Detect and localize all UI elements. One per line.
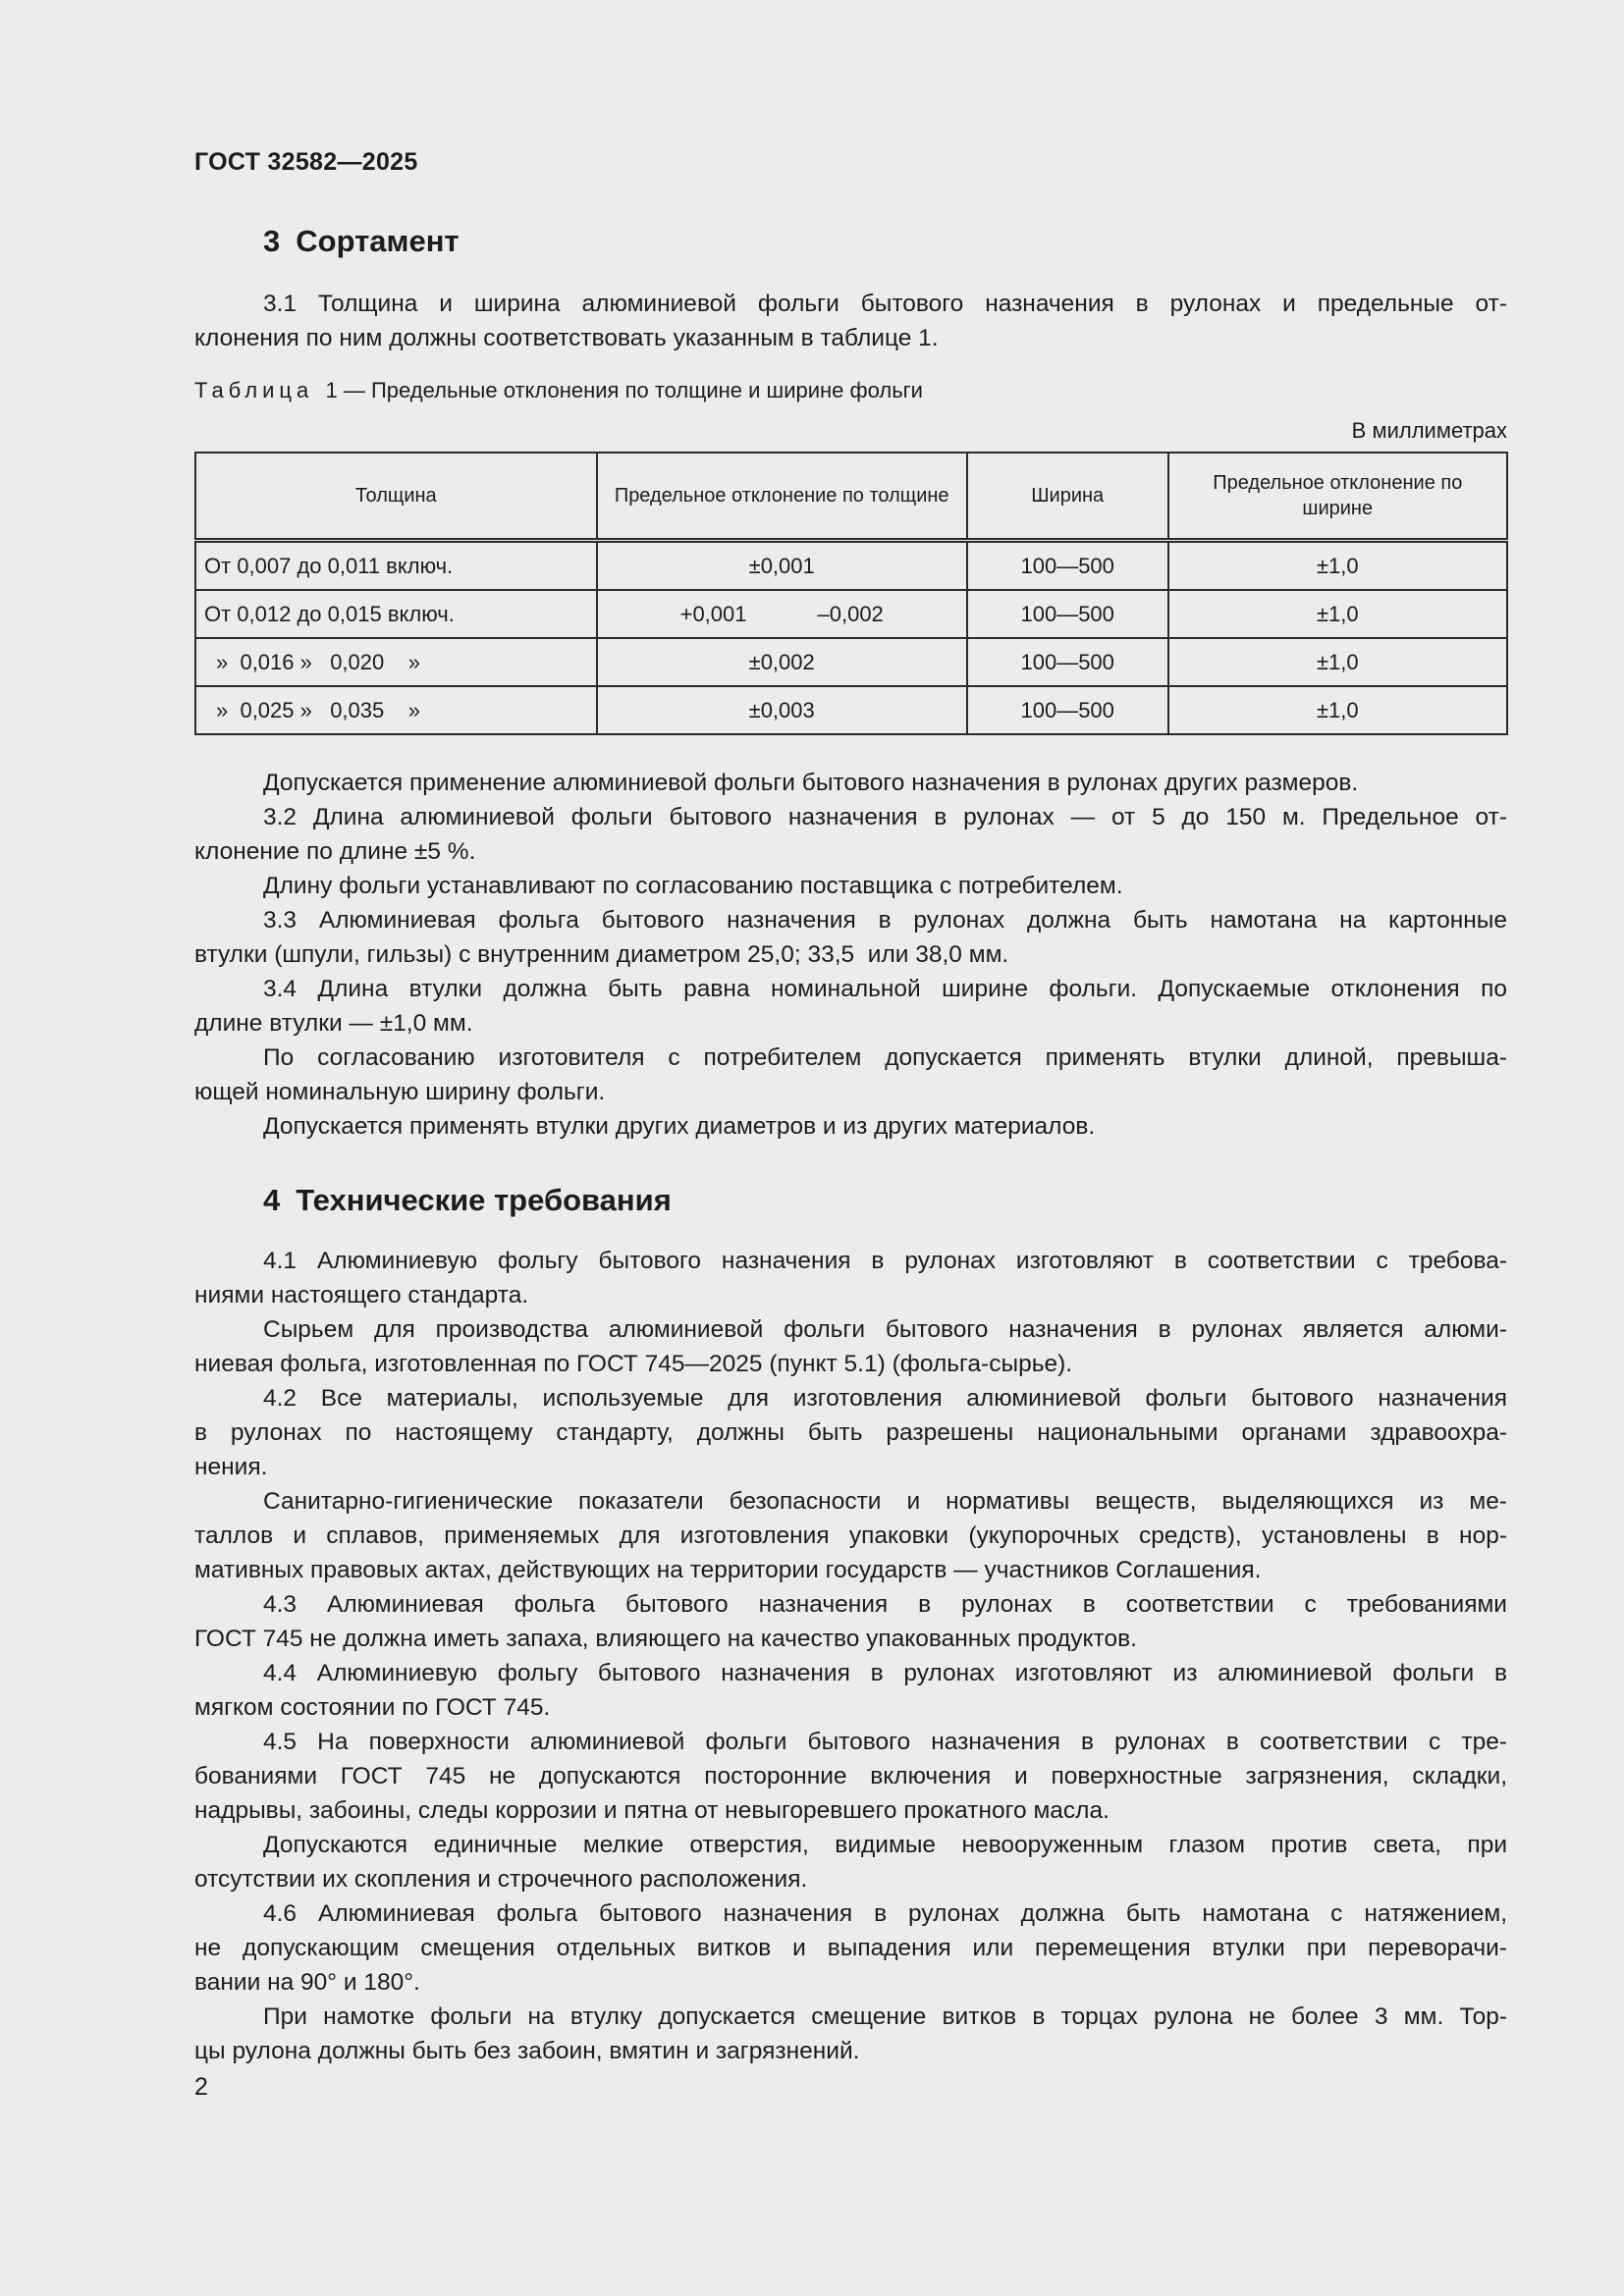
cell-width: 100—500	[967, 638, 1168, 686]
text-line: мативных правовых актах, действующих на территории государств — участников Соглашения.	[194, 1557, 1262, 1583]
text-line: таллов и сплавов, применяемых для изготовления упаковки (укупорочных средств), установлены в нор-	[194, 1522, 1507, 1549]
section-number: 4	[263, 1183, 281, 1217]
header-thickness-deviation: Предельное отклонение по толщине	[597, 453, 967, 541]
header-thickness: Толщина	[195, 453, 597, 541]
text-line: бованиями ГОСТ 745 не допускаются посторонние включения и поверхностные загрязнения, складки,	[194, 1763, 1507, 1789]
section-title: Технические требования	[296, 1183, 672, 1217]
text-line: Допускается применять втулки других диаметров и из других материалов.	[263, 1113, 1096, 1140]
text-line: 3.1 Толщина и ширина алюминиевой фольги бытового назначения в рулонах и предельные от-	[263, 291, 1507, 317]
cell-thickness: » 0,025 » 0,035 »	[195, 686, 597, 734]
text-line: ющей номинальную ширину фольги.	[194, 1079, 606, 1105]
cell-width: 100—500	[967, 590, 1168, 638]
cell-thickness: От 0,012 до 0,015 включ.	[195, 590, 597, 638]
text-line: ниевая фольга, изготовленная по ГОСТ 745—2025 (пункт 5.1) (фольга-сырье).	[194, 1351, 1073, 1377]
text-line: 3.2 Длина алюминиевой фольги бытового назначения в рулонах — от 5 до 150 м. Предельное от-	[263, 804, 1507, 830]
text-line: нения.	[194, 1454, 268, 1480]
text-line: 3.3 Алюминиевая фольга бытового назначения в рулонах должна быть намотана на картонные	[263, 907, 1507, 934]
text-line: Допускается применение алюминиевой фольги бытового назначения в рулонах других размеров.	[263, 770, 1359, 796]
cell-thickness-deviation	[597, 590, 967, 638]
text-line: Допускаются единичные мелкие отверстия, видимые невооруженным глазом против света, при	[263, 1832, 1507, 1858]
cell-width: 100—500	[967, 686, 1168, 734]
cell-thickness: От 0,007 до 0,011 включ.	[195, 541, 597, 591]
header-width-deviation: Предельное отклонение по ширине	[1168, 453, 1507, 541]
text-line: Длину фольги устанавливают по согласованию поставщика с потребителем.	[263, 873, 1123, 899]
text-line: длине втулки — ±1,0 мм.	[194, 1010, 473, 1037]
cell-width-deviation: ±1,0	[1168, 541, 1507, 591]
cell-width-deviation: ±1,0	[1168, 590, 1507, 638]
section-3-heading	[263, 224, 460, 259]
text-line: 4.2 Все материалы, используемые для изготовления алюминиевой фольги бытового назначения	[263, 1385, 1507, 1412]
text-line: в рулонах по настоящему стандарту, должны быть разрешены национальными органами здравоохра-	[194, 1419, 1507, 1446]
text-line: не допускающим смещения отдельных витков и выпадения или перемещения втулки при переворачи-	[194, 1935, 1507, 1961]
section-3-body	[194, 766, 1507, 1144]
document-header: ГОСТ 32582—2025	[194, 148, 418, 176]
tolerance-table	[194, 452, 1508, 735]
deviation-minus: –0,002	[817, 601, 884, 626]
text-line: мягком состоянии по ГОСТ 745.	[194, 1694, 551, 1721]
text-line: цы рулона должны быть без забоин, вмятин и загрязнений.	[194, 2038, 860, 2064]
text-line: 4.6 Алюминиевая фольга бытового назначения в рулонах должна быть намотана с натяжением,	[263, 1900, 1507, 1927]
text-line: ниями настоящего стандарта.	[194, 1282, 529, 1308]
table-row	[195, 541, 1507, 591]
text-line: Санитарно-гигиенические показатели безопасности и нормативы веществ, выделяющихся из ме-	[263, 1488, 1507, 1515]
text-line: вании на 90° и 180°.	[194, 1969, 420, 1996]
text-line: отсутствии их скопления и строчечного расположения.	[194, 1866, 808, 1893]
text-line: По согласованию изготовителя с потребителем допускается применять втулки длиной, превыша-	[263, 1044, 1507, 1071]
header-width: Ширина	[967, 453, 1168, 541]
table-row	[195, 638, 1507, 686]
page-number: 2	[194, 2073, 208, 2101]
table-row	[195, 686, 1507, 734]
cell-thickness-deviation: ±0,001	[597, 541, 967, 591]
text-line: 3.4 Длина втулки должна быть равна номинальной ширине фольги. Допускаемые отклонения по	[263, 976, 1507, 1002]
cell-width-deviation: ±1,0	[1168, 638, 1507, 686]
table-caption-word: Таблица	[194, 378, 314, 402]
text-line: втулки (шпули, гильзы) с внутренним диаметром 25,0; 33,5 или 38,0 мм.	[194, 941, 1009, 968]
paragraph-3-1	[194, 287, 1507, 355]
text-line: При намотке фольги на втулку допускается смещение витков в торцах рулона не более 3 мм. Тор-	[263, 2003, 1507, 2030]
cell-thickness: » 0,016 » 0,020 »	[195, 638, 597, 686]
text-line: 4.5 На поверхности алюминиевой фольги бытового назначения в рулонах в соответствии с тре-	[263, 1729, 1507, 1755]
table-caption	[194, 378, 923, 403]
text-line: ГОСТ 745 не должна иметь запаха, влияющего на качество упакованных продуктов.	[194, 1626, 1137, 1652]
text-line: 4.1 Алюминиевую фольгу бытового назначения в рулонах изготовляют в соответствии с требова-	[263, 1248, 1507, 1274]
table-header-row	[195, 453, 1507, 541]
cell-thickness-deviation: ±0,002	[597, 638, 967, 686]
text-line: Сырьем для производства алюминиевой фольги бытового назначения в рулонах является алюми-	[263, 1316, 1507, 1343]
text-line: клонения по ним должны соответствовать указанным в таблице 1.	[194, 325, 939, 351]
text-line: надрывы, забоины, следы коррозии и пятна от невыгоревшего прокатного масла.	[194, 1797, 1110, 1824]
section-title: Сортамент	[296, 224, 460, 258]
cell-thickness-deviation: ±0,003	[597, 686, 967, 734]
table-row	[195, 590, 1507, 638]
cell-width-deviation: ±1,0	[1168, 686, 1507, 734]
deviation-plus: +0,001	[679, 601, 747, 626]
table-caption-text: 1 — Предельные отклонения по толщине и ширине фольги	[325, 378, 923, 402]
section-4-heading	[263, 1183, 672, 1218]
cell-width: 100—500	[967, 541, 1168, 591]
text-line: 4.4 Алюминиевую фольгу бытового назначения в рулонах изготовляют из алюминиевой фольги в	[263, 1660, 1507, 1686]
text-line: 4.3 Алюминиевая фольга бытового назначения в рулонах в соответствии с требованиями	[263, 1591, 1507, 1618]
text-line: клонение по длине ±5 %.	[194, 838, 476, 865]
section-number: 3	[263, 224, 281, 258]
table-units: В миллиметрах	[1351, 418, 1507, 443]
section-4-body	[194, 1244, 1507, 2068]
